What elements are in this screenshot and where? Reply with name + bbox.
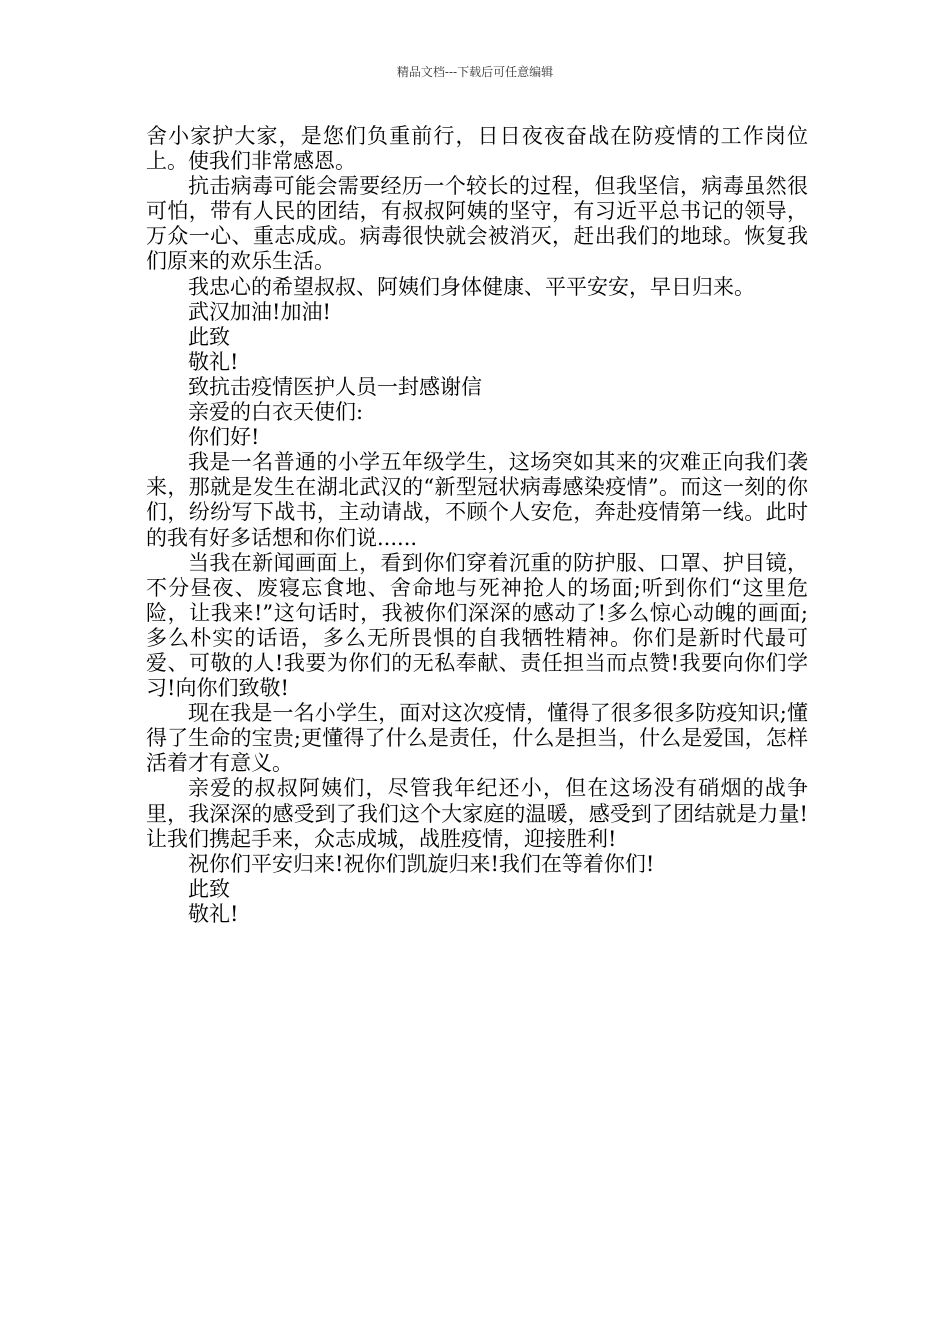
document-body (146, 124, 808, 927)
paragraph: 当我在新闻画面上，看到你们穿着沉重的防护服、口罩、护目镜，不分昼夜、废寝忘食地、舍命地与死神抢人的场面;听到你们“这里危险，让我来!”这句话时，我被你们深深的感动了!多么惊心动魄的画面;多么朴实的话语，多么无所畏惧的自我牺牲精神。你们是新时代最可爱、可敬的人!我要为你们的无私奉献、责任担当而点赞!我要向你们学习!向你们致敬! (146, 550, 808, 701)
paragraph: 亲爱的叔叔阿姨们，尽管我年纪还小，但在这场没有硝烟的战争里，我深深的感受到了我们这个大家庭的温暖，感受到了团结就是力量!让我们携起手来，众志成城，战胜疫情，迎接胜利! (146, 776, 808, 851)
closing-line: 敬礼! (188, 901, 239, 926)
closing-line: 敬礼! (188, 349, 239, 374)
paragraph: 祝你们平安归来!祝你们凯旋归来!我们在等着你们! (188, 851, 655, 876)
paragraph: 我是一名普通的小学五年级学生，这场突如其来的灾难正向我们袭来，那就是发生在湖北武汉的“新型冠状病毒感染疫情”。而这一刻的你们，纷纷写下战书，主动请战，不顾个人安危，奔赴疫情第一线。此时的我有好多话想和你们说...... (146, 450, 808, 550)
letter-title: 致抗击疫情医护人员一封感谢信 (188, 374, 482, 399)
paragraph: 现在我是一名小学生，面对这次疫情，懂得了很多很多防疫知识;懂得了生命的宝贵;更懂得了什么是责任，什么是担当，什么是爱国，怎样活着才有意义。 (146, 701, 808, 776)
paragraph: 武汉加油!加油! (188, 299, 331, 324)
salutation: 亲爱的白衣天使们: (188, 400, 364, 425)
closing-line: 此致 (188, 876, 230, 901)
closing-line: 此致 (188, 324, 230, 349)
page-header: 精品文档---下载后可任意编辑 (396, 65, 554, 79)
paragraph: 舍小家护大家，是您们负重前行，日日夜夜奋战在防疫情的工作岗位上。使我们非常感恩。 (146, 124, 808, 174)
paragraph: 我忠心的希望叔叔、阿姨们身体健康、平平安安，早日归来。 (188, 274, 755, 299)
paragraph: 抗击病毒可能会需要经历一个较长的过程，但我坚信，病毒虽然很可怕，带有人民的团结，有叔叔阿姨的坚守，有习近平总书记的领导，万众一心、重志成成。病毒很快就会被消灭，赶出我们的地球。恢复我们原来的欢乐生活。 (146, 174, 808, 274)
greeting: 你们好! (188, 425, 260, 450)
